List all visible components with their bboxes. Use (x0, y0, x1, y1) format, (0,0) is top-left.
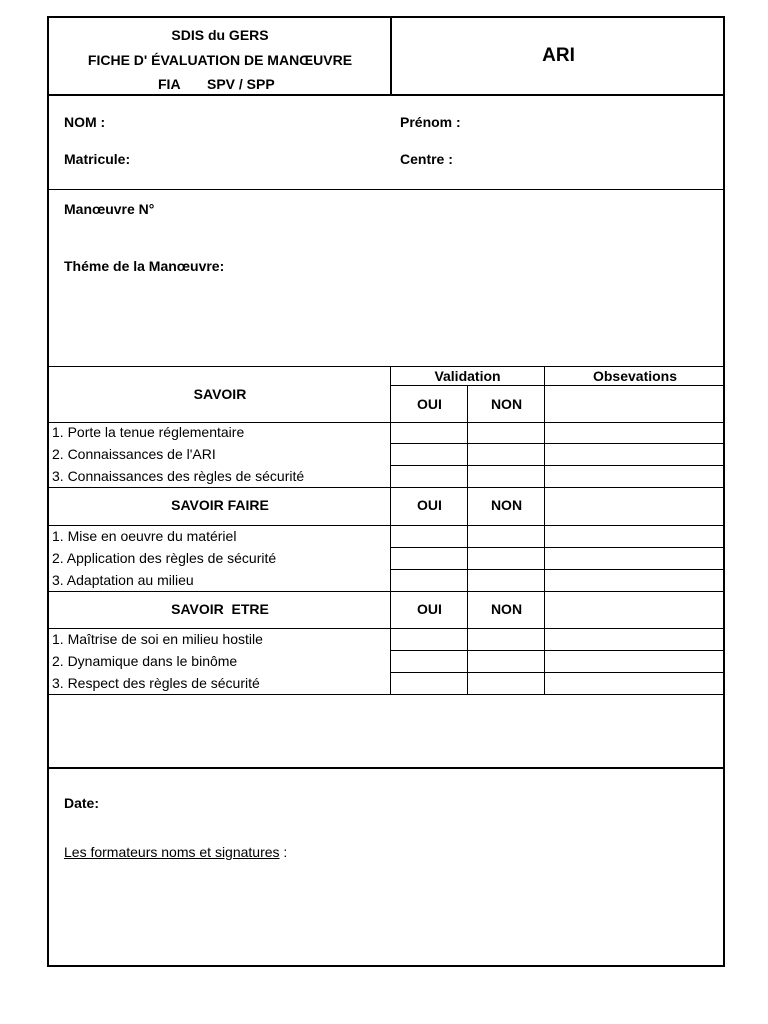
column-divider (390, 367, 391, 695)
row-line (391, 569, 723, 570)
row-line (391, 547, 723, 548)
column-divider (544, 367, 545, 695)
non-header: NON (490, 601, 523, 617)
row-line (49, 422, 723, 423)
list-item: 2. Connaissances de l'ARI (52, 446, 216, 462)
footer-top-border (49, 767, 723, 769)
observations-header: Obsevations (592, 368, 678, 384)
form-code: ARI (542, 45, 575, 66)
validation-header: Validation (434, 368, 501, 384)
list-item: 1. Mise en oeuvre du matériel (52, 528, 237, 544)
oui-header: OUI (417, 497, 442, 513)
manoeuvre-theme-label: Théme de la Manœuvre: (64, 258, 225, 274)
centre-label: Centre : (400, 151, 453, 167)
list-item: 1. Maîtrise de soi en milieu hostile (52, 631, 263, 647)
evaluation-form (47, 16, 725, 967)
nom-label: NOM : (64, 114, 106, 130)
trainers-signature-line (64, 844, 287, 860)
oui-header: OUI (417, 601, 442, 617)
row-line (391, 672, 723, 673)
row-line (391, 465, 723, 466)
identity-bottom-border (49, 189, 723, 190)
column-divider (467, 385, 468, 695)
trainers-label: Les formateurs noms et signatures (64, 844, 280, 860)
row-line (49, 628, 723, 629)
row-line (49, 591, 723, 592)
non-header: NON (490, 396, 523, 412)
oui-header: OUI (417, 396, 442, 412)
manoeuvre-number-label: Manœuvre N° (64, 201, 155, 217)
header-bottom-border (49, 94, 723, 96)
status-label: SPV / SPP (207, 76, 275, 92)
section-title-savoir: SAVOIR (193, 386, 247, 402)
table-bottom-border (49, 694, 723, 695)
section-title-savoir-faire: SAVOIR FAIRE (171, 497, 269, 513)
row-line (391, 650, 723, 651)
matricule-label: Matricule: (64, 151, 131, 167)
section-title-savoir-etre: SAVOIR ETRE (171, 601, 269, 617)
list-item: 3. Adaptation au milieu (52, 572, 194, 588)
fia-label: FIA (158, 76, 181, 92)
list-item: 1. Porte la tenue réglementaire (52, 424, 245, 440)
org-name: SDIS du GERS (171, 27, 269, 43)
row-line (49, 525, 723, 526)
prenom-label: Prénom : (400, 114, 461, 130)
validation-subheader-line (391, 385, 723, 386)
list-item: 3. Connaissances des règles de sécurité (52, 468, 305, 484)
manoeuvre-bottom-border (49, 366, 723, 367)
trainers-suffix: : (279, 844, 288, 860)
list-item: 2. Application des règles de sécurité (52, 550, 277, 566)
form-title: FICHE D' ÉVALUATION DE MANŒUVRE (87, 52, 353, 68)
list-item: 3. Respect des règles de sécurité (52, 675, 260, 691)
list-item: 2. Dynamique dans le binôme (52, 653, 238, 669)
non-header: NON (490, 497, 523, 513)
date-label: Date: (64, 795, 100, 811)
row-line (391, 443, 723, 444)
row-line (49, 487, 723, 488)
